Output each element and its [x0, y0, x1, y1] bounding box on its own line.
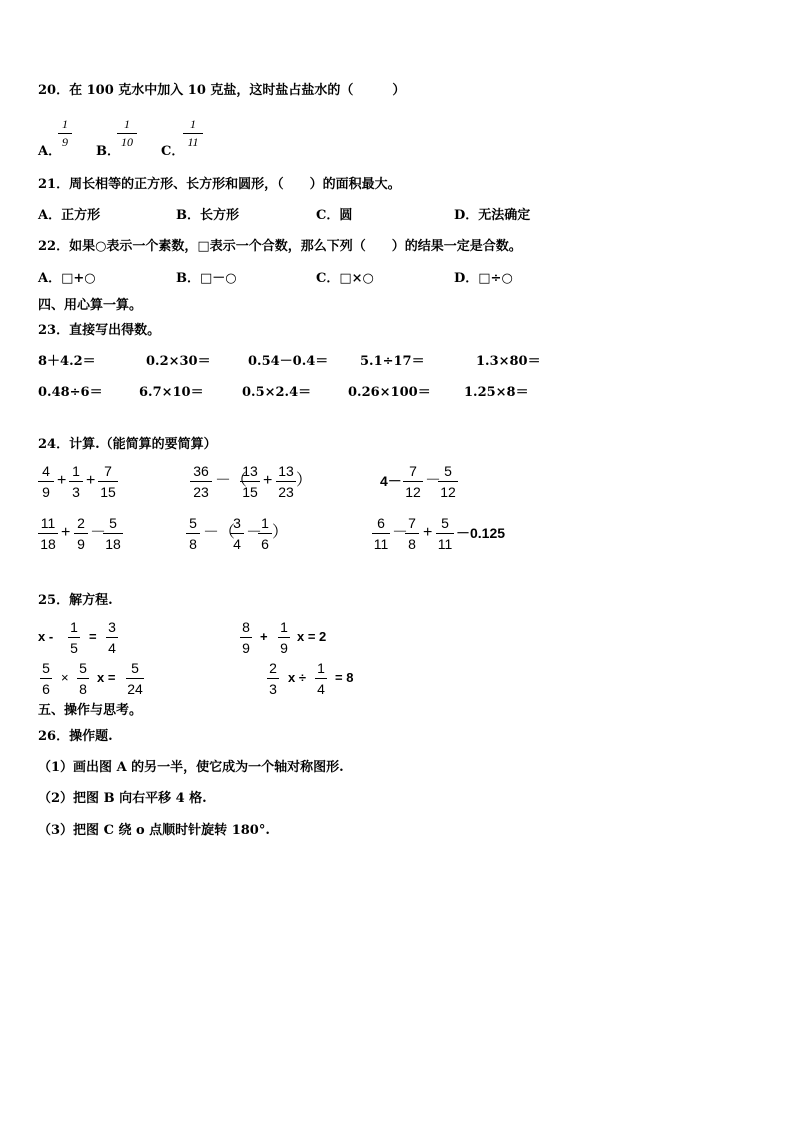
numerator: 3 [108, 619, 116, 635]
fraction [98, 463, 118, 500]
close-paren: ） [296, 472, 313, 489]
q23-item: 1.3×80＝ [476, 354, 541, 369]
denominator: 9 [77, 536, 85, 552]
operator: －（ [203, 524, 236, 541]
numerator: 8 [242, 619, 250, 635]
question-20-stem: 20．在 100 克水中加入 10 克盐，这时盐占盐水的（ ） [38, 83, 406, 98]
fraction [106, 619, 118, 656]
q23-item: 1.25×8＝ [464, 385, 529, 400]
fraction [186, 515, 200, 552]
q20-option-b-label: B． [96, 144, 120, 159]
q26-item-2: （2）把图 B 向右平移 4 格. [38, 791, 207, 806]
operator: + [61, 524, 71, 541]
q23-item: 0.5×2.4＝ [242, 385, 312, 400]
close-paren: ） [272, 524, 289, 541]
operator: + [263, 472, 273, 489]
question-25-stem: 25．解方程. [38, 593, 113, 608]
q22-option-b: B．□－○ [176, 271, 237, 286]
q21-option-b: B．长方形 [176, 208, 239, 223]
denominator: 3 [269, 681, 277, 697]
q23-item: 0.54－0.4＝ [248, 354, 329, 369]
denominator: 9 [242, 640, 250, 656]
numerator: 13 [242, 463, 258, 479]
fraction [315, 660, 327, 697]
equation-tail: x = 2 [297, 629, 327, 644]
fraction [74, 515, 88, 552]
fraction [68, 619, 80, 656]
numerator: 4 [42, 463, 50, 479]
operator: －（ [215, 472, 248, 489]
numerator: 5 [131, 660, 139, 676]
operator: + [86, 472, 96, 489]
numerator: 1 [72, 463, 80, 479]
numerator: 1 [261, 515, 269, 531]
denominator: 24 [127, 681, 143, 697]
denominator: 11 [187, 135, 199, 149]
denominator: 18 [105, 536, 121, 552]
numerator: 5 [42, 660, 50, 676]
question-24-stem: 24．计算.（能简算的要简算） [38, 437, 217, 452]
fraction [190, 463, 212, 500]
fraction [403, 463, 423, 500]
question-22-stem: 22．如果○表示一个素数，□表示一个合数，那么下列（ ）的结果一定是合数。 [38, 239, 522, 254]
denominator: 9 [280, 640, 288, 656]
denominator: 12 [440, 484, 456, 500]
fraction [276, 463, 296, 500]
q23-item: 5.1÷17＝ [360, 354, 425, 369]
denominator: 4 [108, 640, 116, 656]
q22-option-d: D．□÷○ [454, 271, 513, 286]
fraction [278, 619, 290, 656]
operator: － [425, 472, 442, 489]
numerator: 1 [190, 117, 196, 131]
numerator: 5 [189, 515, 197, 531]
denominator: 8 [79, 681, 87, 697]
fraction [69, 463, 83, 500]
fraction [438, 463, 458, 500]
equation-mid: x ÷ [288, 670, 306, 685]
denominator: 23 [278, 484, 294, 500]
denominator: 8 [408, 536, 416, 552]
equation-lead: x - [38, 629, 54, 644]
fraction [240, 463, 260, 500]
numerator: 5 [109, 515, 117, 531]
fraction [38, 515, 58, 552]
denominator: 4 [317, 681, 325, 697]
denominator: 15 [242, 484, 258, 500]
numerator: 2 [77, 515, 85, 531]
q20-option-b-fraction [117, 118, 137, 149]
numerator: 1 [62, 117, 68, 131]
numerator: 1 [280, 619, 288, 635]
fraction [40, 660, 52, 697]
denominator: 11 [437, 536, 453, 552]
equation-tail: = 8 [335, 670, 354, 685]
denominator: 9 [42, 484, 50, 500]
numerator: 13 [278, 463, 294, 479]
denominator: 18 [40, 536, 56, 552]
denominator: 5 [70, 640, 78, 656]
fraction [267, 660, 279, 697]
numerator: 2 [269, 660, 277, 676]
denominator: 12 [405, 484, 421, 500]
q23-item: 6.7×10＝ [139, 385, 204, 400]
q21-option-c: C．圆 [316, 208, 353, 223]
fraction [126, 660, 144, 697]
q23-item: 0.26×100＝ [348, 385, 431, 400]
q23-item: 8＋4.2＝ [38, 354, 96, 369]
denominator: 6 [42, 681, 50, 697]
q21-option-a: A．正方形 [38, 208, 101, 223]
q20-option-c-fraction [183, 118, 203, 149]
denominator: 11 [373, 536, 389, 552]
denominator: 10 [121, 135, 133, 149]
denominator: 15 [100, 484, 116, 500]
operator: × [61, 670, 69, 685]
denominator: 23 [193, 484, 209, 500]
q20-option-c-label: C． [161, 144, 185, 159]
section-4-heading: 四、用心算一算。 [38, 298, 143, 313]
equals-sign: = [89, 629, 97, 644]
operator: － [246, 524, 263, 541]
denominator: 3 [72, 484, 80, 500]
question-26-stem: 26．操作题. [38, 729, 113, 744]
fraction [103, 515, 123, 552]
fraction [77, 660, 89, 697]
numerator: 7 [104, 463, 112, 479]
numerator: 5 [79, 660, 87, 676]
denominator: 9 [62, 135, 68, 149]
q20-option-a-label: A． [38, 144, 62, 159]
q22-option-c: C．□×○ [316, 271, 374, 286]
operator: 4－ [380, 473, 402, 489]
numerator: 5 [444, 463, 452, 479]
q20-option-a-fraction [58, 118, 72, 149]
question-23-stem: 23．直接写出得数。 [38, 323, 161, 338]
denominator: 8 [189, 536, 197, 552]
numerator: 3 [233, 515, 241, 531]
operator: + [260, 629, 268, 644]
equation-mid: x = [97, 670, 116, 685]
denominator: 4 [233, 536, 241, 552]
operator: + [423, 524, 433, 541]
fraction [436, 515, 454, 552]
numerator: 6 [377, 515, 385, 531]
fraction [258, 515, 272, 552]
numerator: 36 [193, 463, 209, 479]
numerator: 1 [317, 660, 325, 676]
section-5-heading: 五、操作与思考。 [38, 703, 143, 718]
numerator: 11 [40, 515, 56, 531]
q23-item: 0.48÷6＝ [38, 385, 103, 400]
q23-item: 0.2×30＝ [146, 354, 211, 369]
numerator: 1 [70, 619, 78, 635]
fraction [38, 463, 54, 500]
numerator: 5 [441, 515, 449, 531]
denominator: 6 [261, 536, 269, 552]
q26-item-3: （3）把图 C 绕 o 点顺时针旋转 180°. [38, 823, 270, 838]
numerator: 7 [408, 515, 416, 531]
question-21-stem: 21．周长相等的正方形、长方形和圆形，（ ）的面积最大。 [38, 177, 401, 192]
numerator: 1 [124, 117, 130, 131]
operator: － [392, 524, 409, 541]
operator-tail: －0.125 [456, 525, 506, 541]
q21-option-d: D．无法确定 [454, 208, 531, 223]
fraction [240, 619, 252, 656]
numerator: 7 [409, 463, 417, 479]
operator: － [90, 524, 107, 541]
q26-item-1: （1）画出图 A 的另一半，使它成为一个轴对称图形. [38, 760, 344, 775]
operator: + [57, 472, 67, 489]
fraction [405, 515, 419, 552]
fraction [230, 515, 244, 552]
fraction [372, 515, 390, 552]
q22-option-a: A．□+○ [38, 271, 96, 286]
